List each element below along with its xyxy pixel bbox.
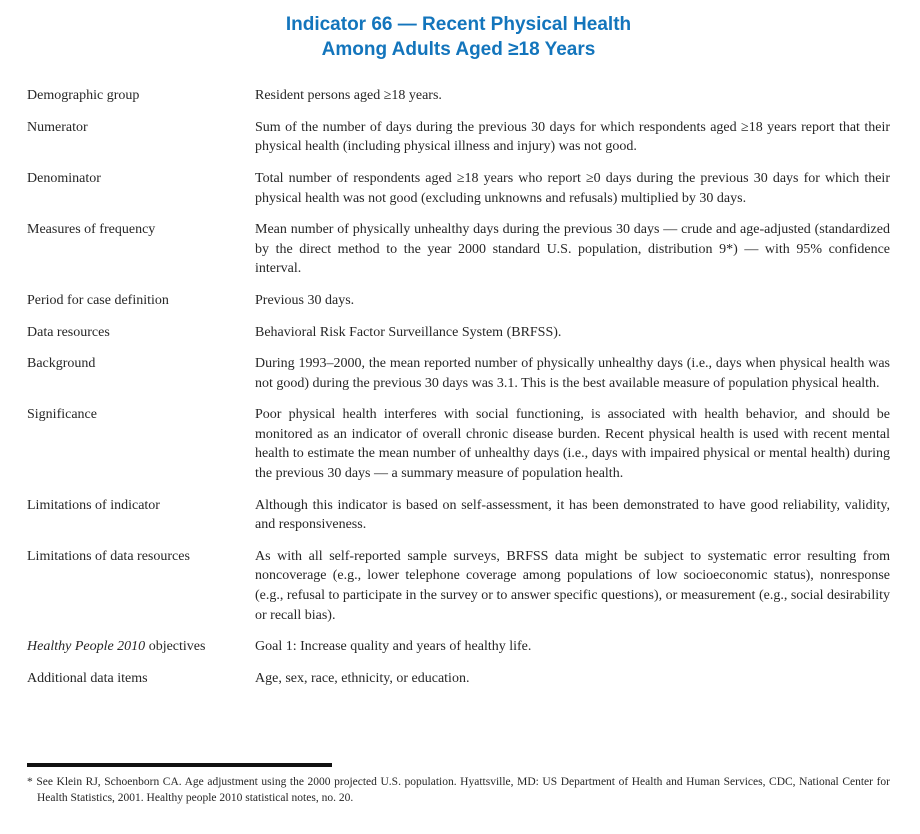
row-label-text: Data resources [27, 324, 110, 340]
row-label [27, 669, 255, 689]
row-label-text: Significance [27, 407, 97, 423]
row-label-text: Demographic group [27, 88, 140, 104]
row-text: Although this indicator is based on self-assessment, it has been demonstrated to have good reliability, validity, and responsiveness. [255, 497, 890, 533]
row-additional-data-items [27, 669, 890, 689]
row-text: Resident persons aged ≥18 years. [255, 88, 442, 104]
row-label-text: Numerator [27, 119, 88, 135]
row-text: Poor physical health interferes with social functioning, is associated with health behavior, and should be monitored as an indicator of overall chronic disease burden. Recent physical health is used with recent mental health to estimate the mean number of unhealthy days (i.e., days with impaired physical or mental health) during the previous 30 days — a summary measure of population health. [255, 407, 890, 482]
row-label-text: Additional data items [27, 670, 148, 686]
row-label [27, 547, 255, 625]
page-title [27, 12, 890, 62]
row-text: Mean number of physically unhealthy days during the previous 30 days — crude and age-adjusted (standardized by the direct method to the year 2000 standard U.S. population, distribution 9*) — with 95% confidence interval. [255, 222, 890, 277]
definition-list [27, 86, 890, 688]
row-numerator [27, 118, 890, 157]
page-title-line2: Among Adults Aged ≥18 Years [321, 39, 596, 61]
row-label [27, 118, 255, 157]
row-text: As with all self-reported sample surveys, BRFSS data might be subject to systematic error resulting from noncoverage (e.g., lower telephone coverage among populations of low socioeconomic status), nonresponse (e.g., refusal to participate in the survey or to answer specific questions), or measurement (e.g., social desirability or recall bias). [255, 548, 890, 623]
row-demographic-group [27, 86, 890, 106]
row-label [27, 86, 255, 106]
row-denominator [27, 169, 890, 208]
row-label [27, 354, 255, 393]
page-title-line1: Indicator 66 — Recent Physical Health [285, 14, 632, 35]
footnote-text: * See Klein RJ, Schoenborn CA. Age adjustment using the 2000 projected U.S. population. Hyattsville, MD: US Department of Health and Human Services, CDC, National Center for Health Statistics, 2001. Healthy people 2010 statistical notes, no. 20. [27, 775, 890, 804]
footnote-divider [27, 763, 332, 767]
row-label [27, 169, 255, 208]
row-text: Behavioral Risk Factor Surveillance System (BRFSS). [255, 324, 562, 340]
row-background [27, 354, 890, 393]
row-label-text: objectives [145, 639, 206, 655]
row-text: During 1993–2000, the mean reported number of physically unhealthy days (i.e., days when physical health was not good) during the previous 30 days was 3.1. This is the best available measure of population physical health. [255, 356, 890, 391]
row-label [27, 637, 255, 657]
row-label [27, 496, 255, 535]
footnote [27, 763, 890, 806]
row-text: Sum of the number of days during the previous 30 days for which respondents aged ≥18 years report that their physical health (including physical illness and injury) was not good. [255, 119, 890, 155]
row-label-em: Healthy People 2010 [27, 639, 146, 655]
row-label [27, 291, 255, 311]
row-label-text: Measures of frequency [27, 222, 156, 238]
row-label [27, 220, 255, 279]
row-text: Age, sex, race, ethnicity, or education. [255, 670, 470, 686]
row-label-text: Denominator [27, 170, 101, 186]
row-text: Goal 1: Increase quality and years of healthy life. [255, 639, 532, 655]
row-healthy-people-2010-objectives [27, 637, 890, 657]
row-limitations-of-data-resources [27, 547, 890, 625]
row-significance [27, 405, 890, 483]
row-label-text: Limitations of data resources [27, 548, 190, 564]
row-label-text: Background [27, 356, 96, 372]
row-data-resources [27, 323, 890, 343]
row-label [27, 405, 255, 483]
row-text: Total number of respondents aged ≥18 years who report ≥0 days during the previous 30 days for which their physical health was not good (excluding unknowns and refusals) multiplied by 30 days. [255, 170, 890, 206]
row-label [27, 323, 255, 343]
row-text: Previous 30 days. [255, 292, 355, 308]
row-measures-of-frequency [27, 220, 890, 279]
row-limitations-of-indicator [27, 496, 890, 535]
row-label-text: Period for case definition [27, 292, 169, 308]
row-label-text: Limitations of indicator [27, 497, 160, 513]
row-period-for-case-definition [27, 291, 890, 311]
